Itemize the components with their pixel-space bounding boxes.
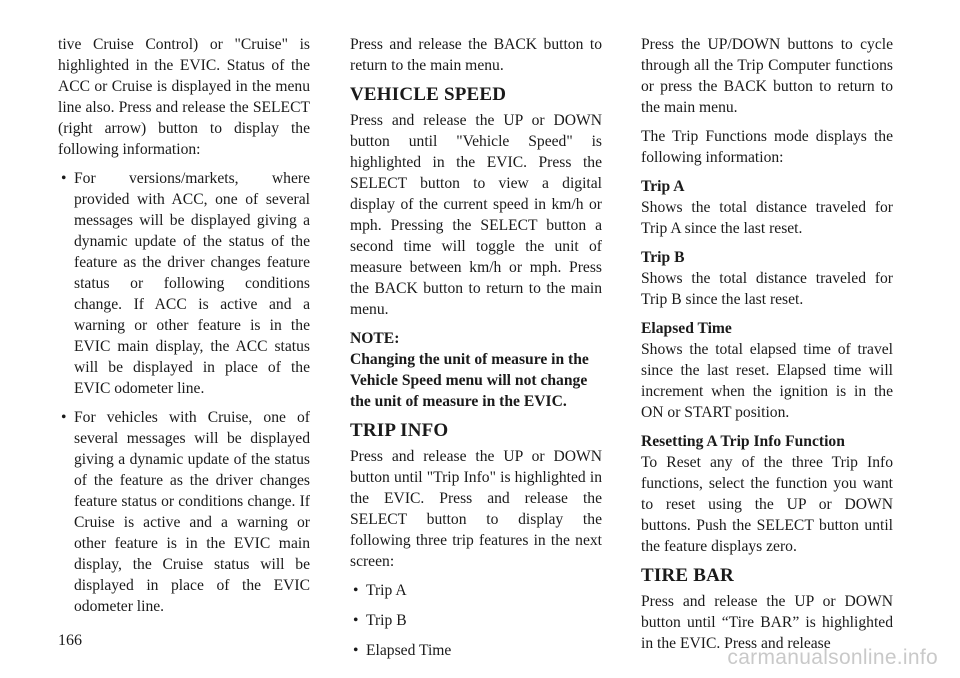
list-item: • Elapsed Time <box>350 640 602 661</box>
paragraph-trip-b: Shows the total distance traveled for Trip B since the last reset. <box>641 270 893 308</box>
paragraph-vehicle-speed: Press and release the UP or DOWN button until "Vehicle Speed" is highlighted in the EVIC. Press the SELECT button to view a digital display of the current speed in km/h or mph. Pressing the SELECT button a second time will toggle the unit of measure between km/h or mph. Press the BACK button to return to the main menu. <box>350 112 602 318</box>
page-number: 166 <box>58 632 82 649</box>
paragraph-acc-intro: tive Cruise Control) or "Cruise" is highlighted in the EVIC. Status of the ACC or Cruise is displayed in the menu line also. Press and release the SELECT (right arrow) button to display the following information: <box>58 36 310 158</box>
label-trip-b: Trip B <box>641 249 685 266</box>
column-right <box>641 34 893 662</box>
column-middle <box>350 34 602 670</box>
column-left <box>58 34 310 625</box>
acc-bullet-list <box>58 168 310 617</box>
heading-tire-bar: TIRE BAR <box>641 565 734 586</box>
list-item: • Trip B <box>350 610 602 631</box>
paragraph-tire-bar: Press and release the UP or DOWN button until “Tire BAR” is highlighted in the EVIC. Press and release <box>641 593 893 652</box>
note-text: Changing the unit of measure in the Vehicle Speed menu will not change the unit of measure in the EVIC. <box>350 351 589 410</box>
paragraph-cycle-functions: Press the UP/DOWN buttons to cycle through all the Trip Computer functions or press the BACK button to return to the main menu. <box>641 36 893 116</box>
label-trip-a: Trip A <box>641 178 685 195</box>
list-item: • Trip A <box>350 580 602 601</box>
paragraph-resetting-trip: To Reset any of the three Trip Info functions, select the function you want to reset using the UP or DOWN buttons. Push the SELECT button until the feature displays zero. <box>641 454 893 555</box>
paragraph-trip-modes: The Trip Functions mode displays the following information: <box>641 128 893 166</box>
paragraph-back-return: Press and release the BACK button to return to the main menu. <box>350 36 602 74</box>
list-item: • For versions/markets, where provided with ACC, one of several messages will be displayed giving a dynamic update of the status of the feature as the driver changes feature status or following conditions change. If ACC is active and a warning or other feature is in the EVIC main display, the ACC status will be displayed in place of the EVIC odometer line. <box>58 168 310 399</box>
label-resetting-trip: Resetting A Trip Info Function <box>641 433 845 450</box>
heading-trip-info: TRIP INFO <box>350 420 449 441</box>
paragraph-trip-info: Press and release the UP or DOWN button until "Trip Info" is highlighted in the EVIC. Press and release the SELECT button to display the following three trip features in the next screen: <box>350 448 602 570</box>
watermark-text: carmanualsonline.info <box>727 646 938 669</box>
paragraph-trip-a: Shows the total distance traveled for Trip A since the last reset. <box>641 199 893 237</box>
heading-vehicle-speed: VEHICLE SPEED <box>350 84 507 105</box>
label-elapsed-time: Elapsed Time <box>641 320 732 337</box>
paragraph-elapsed-time: Shows the total elapsed time of travel since the last reset. Elapsed time will increment when the ignition is in the ON or START position. <box>641 341 893 421</box>
trip-feature-list <box>350 580 602 661</box>
note-label: NOTE: <box>350 330 400 347</box>
list-item: • For vehicles with Cruise, one of several messages will be displayed giving a dynamic update of the status of the feature as the driver changes feature status or conditions change. If Cruise is active and a warning or other feature is in the EVIC main display, the Cruise status will be displayed in place of the EVIC odometer line. <box>58 407 310 617</box>
